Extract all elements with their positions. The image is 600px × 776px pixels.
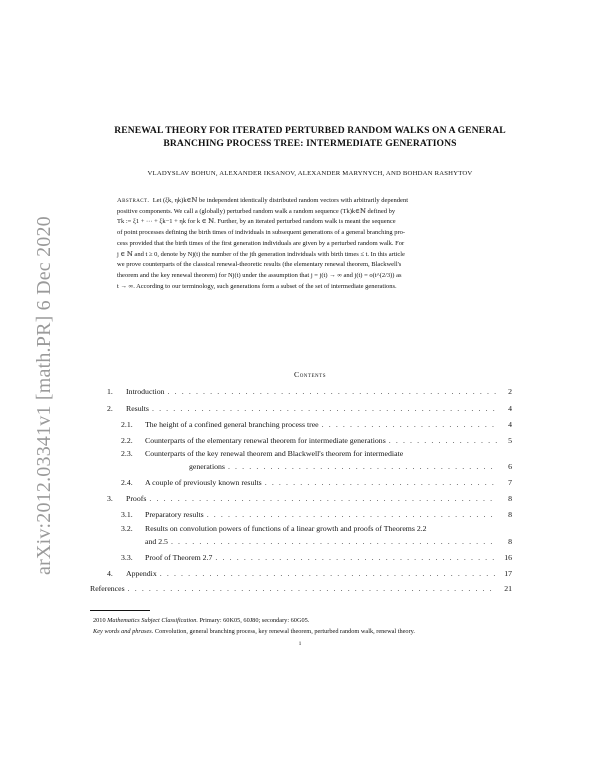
toc-number: 2.1.	[121, 420, 133, 429]
toc-page: 16	[504, 553, 512, 562]
toc-number: 4.	[107, 569, 113, 578]
keywords-label: Key words and phrases.	[93, 628, 154, 635]
toc-leader	[128, 584, 497, 593]
abstract-line: Tk := ξ1 + ··· + ξk−1 + ηk for k ∈ ℕ. Further, by an iterated perturbed random walk is meant the sequence	[117, 218, 396, 226]
toc-title: Introduction	[126, 387, 165, 396]
toc-number: 2.2.	[121, 436, 133, 445]
toc-page: 6	[508, 462, 512, 471]
author-list: VLADYSLAV BOHUN, ALEXANDER IKSANOV, ALEXANDER MARYNYCH, AND BOHDAN RASHYTOV	[147, 170, 473, 177]
toc-number: 3.2.	[121, 524, 133, 533]
abstract-line: of point processes defining the birth times of individuals in subsequent generations of a general branching pro-	[117, 229, 406, 237]
abstract-line: Let (ξk, ηk)k∈ℕ be independent identically distributed random vectors with arbitrarily dependent	[152, 197, 408, 204]
toc-number: 2.4.	[121, 478, 133, 487]
msc-label: Mathematics Subject Classification.	[107, 617, 198, 624]
toc-leader	[322, 420, 497, 429]
toc-entry-introduction[interactable]	[107, 387, 512, 396]
title-line-2: BRANCHING PROCESS TREE: INTERMEDIATE GENERATIONS	[163, 138, 457, 149]
toc-page: 2	[508, 387, 512, 396]
footnote-rule	[90, 610, 150, 611]
title-line-1: RENEWAL THEORY FOR ITERATED PERTURBED RANDOM WALKS ON A GENERAL	[114, 125, 506, 136]
toc-page: 5	[508, 436, 512, 445]
toc-title: Appendix	[126, 569, 157, 578]
toc-title: Results	[126, 404, 149, 413]
toc-leader	[228, 462, 497, 471]
toc-title-continued: and 2.5	[145, 537, 168, 546]
toc-entry-appendix[interactable]	[107, 569, 512, 578]
toc-page: 8	[508, 494, 512, 503]
toc-title: Proof of Theorem 2.7	[145, 553, 213, 562]
toc-entry-2-4[interactable]	[121, 478, 512, 487]
toc-entry-references[interactable]	[90, 584, 512, 593]
toc-entry-results[interactable]	[107, 404, 512, 413]
toc-leader	[265, 478, 497, 487]
toc-page: 7	[508, 478, 512, 487]
toc-number: 2.	[107, 404, 113, 413]
page-number: 1	[298, 641, 302, 647]
toc-entry-3-1[interactable]	[121, 510, 512, 519]
toc-page: 4	[508, 404, 512, 413]
toc-leader	[149, 494, 497, 503]
toc-entry-proofs[interactable]	[107, 494, 512, 503]
toc-entry-2-3[interactable]	[189, 462, 512, 471]
abstract-line: positive components. We call a (globally) perturbed random walk a random sequence (Tk)k∈ℕ defined by	[117, 207, 396, 215]
abstract-line: theorem and the key renewal theorem) for Nj(t) under the assumption that j = j(t) → ∞ and j(t) = o(t^(2/3)) as	[117, 271, 402, 279]
toc-number: 2.3.	[121, 449, 133, 458]
toc-title: Counterparts of the key renewal theorem and Blackwell's theorem for intermediate	[145, 449, 404, 458]
toc-title: Proofs	[126, 494, 147, 503]
toc-number: 3.3.	[121, 553, 133, 562]
toc-leader	[160, 569, 497, 578]
msc-text: Primary: 60K05, 60J80; secondary: 60G05.	[199, 617, 310, 624]
keywords-text: Convolution, general branching process, key renewal theorem, perturbed random walk, renewal theory.	[154, 628, 415, 635]
toc-entry-3-2-first-line[interactable]	[121, 524, 427, 533]
abstract-line: j ∈ ℕ and t ≥ 0, denote by Nj(t) the number of the jth generation individuals with birth times ≤ t. In this article	[117, 250, 405, 258]
toc-leader	[171, 537, 497, 546]
arxiv-stamp	[10, 180, 70, 580]
toc-title: Counterparts of the elementary renewal theorem for intermediate generations	[145, 436, 386, 445]
toc-entry-3-3[interactable]	[121, 553, 512, 562]
abstract-line: cess provided that the birth times of the first generation individuals are given by a perturbed random walk. For	[117, 239, 405, 247]
toc-entry-2-2[interactable]	[121, 436, 512, 445]
toc-leader	[207, 510, 497, 519]
footnote-keywords	[90, 628, 530, 635]
abstract-line: we prove counterparts of the classical renewal-theoretic results (the elementary renewal theorem, Blackwell's	[117, 261, 402, 269]
contents-heading: Contents	[294, 370, 326, 379]
toc-number: 3.	[107, 494, 113, 503]
toc-page: 17	[504, 569, 512, 578]
toc-title: The height of a confined general branching process tree	[145, 420, 319, 429]
toc-entry-2-3-first-line[interactable]	[121, 449, 403, 458]
toc-leader	[389, 436, 497, 445]
toc-entry-2-1[interactable]	[121, 420, 512, 429]
arxiv-identifier: arXiv:2012.03341v1 [math.PR] 6 Dec 2020	[33, 216, 55, 575]
toc-title-continued: generations	[189, 462, 225, 471]
paper-title	[110, 124, 510, 150]
toc-leader	[215, 553, 497, 562]
toc-number: 3.1.	[121, 510, 133, 519]
toc-entry-3-2[interactable]	[145, 537, 512, 546]
toc-page: 21	[504, 584, 512, 593]
toc-leader	[168, 387, 497, 396]
toc-number: 1.	[107, 387, 113, 396]
toc-title: References	[90, 584, 125, 593]
abstract-line: t → ∞. According to our terminology, such generations form a subset of the set of intermediate generations.	[117, 282, 397, 290]
msc-year: 2010	[93, 617, 106, 624]
toc-page: 4	[508, 420, 512, 429]
toc-leader	[152, 404, 497, 413]
toc-title: Preparatory results	[145, 510, 204, 519]
toc-page: 8	[508, 510, 512, 519]
toc-page: 8	[508, 537, 512, 546]
abstract	[117, 196, 503, 292]
abstract-label: Abstract.	[117, 197, 150, 204]
toc-title: Results on convolution powers of functions of a linear growth and proofs of Theorems 2.2	[145, 524, 427, 533]
footnote-msc	[90, 617, 530, 624]
toc-title: A couple of previously known results	[145, 478, 262, 487]
